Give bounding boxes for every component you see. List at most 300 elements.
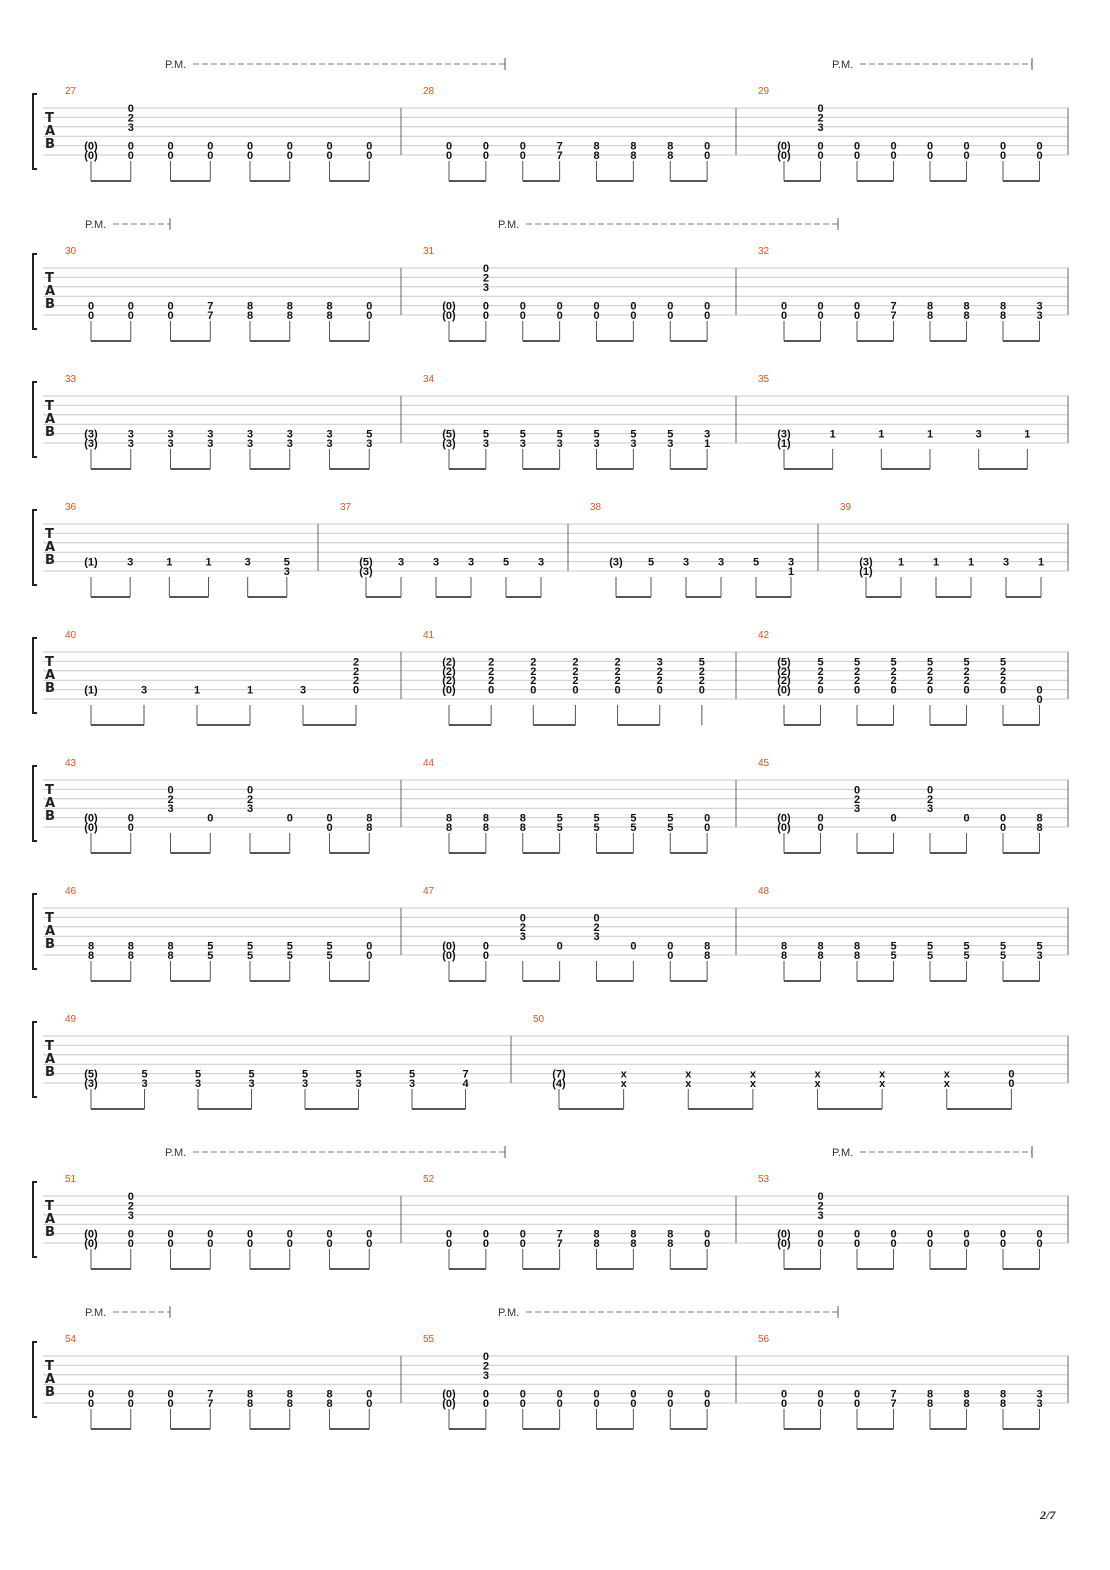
fret-number: 7 [890,1388,897,1401]
fret-number: 0 [127,310,134,322]
fret-number: 0 [366,140,373,153]
fret-number: 0 [556,310,563,322]
fret-number: 2 [656,675,663,688]
fret-number: 3 [248,1078,255,1090]
fret-number: (3) [359,566,373,578]
fret-number: 5 [999,950,1007,962]
system-bracket [33,1022,37,1097]
fret-number: 3 [519,438,526,450]
fret-number: 0 [530,684,537,697]
fret-number: 3 [326,428,333,441]
fret-number: 0 [926,1228,934,1241]
fret-number: 0 [704,822,711,834]
fret-number: 3 [656,656,663,669]
fret-number: 3 [682,556,690,569]
fret-number: 0 [482,950,489,962]
fret-number: 7 [207,1398,214,1410]
fret-number: 8 [630,1238,637,1250]
fret-number: 0 [704,150,711,162]
fret-number: (0) [442,1398,456,1410]
fret-number: x [685,1078,692,1090]
fret-number: 0 [482,1238,489,1250]
fret-number: 8 [326,1388,333,1401]
fret-number: 5 [667,812,674,825]
fret-number: 0 [780,1398,788,1410]
fret-number: 0 [1036,1238,1043,1250]
measure-number: 28 [423,86,435,97]
fret-number: 5 [556,812,563,825]
fret-number: 5 [286,940,293,953]
fret-number: 8 [593,140,600,153]
fret-number: 8 [704,950,711,962]
fret-number: 8 [519,822,526,834]
fret-number: 5 [326,940,333,953]
fret-number: 0 [999,812,1007,825]
fret-number: 2 [999,675,1007,688]
fret-number: 8 [630,1228,637,1241]
fret-number: 2 [963,665,970,678]
fret-number: 0 [999,822,1007,834]
fret-number: 8 [667,1228,674,1241]
fret-number: 8 [926,1388,934,1401]
fret-number: 0 [366,300,373,313]
fret-number: 0 [593,1398,600,1410]
fret-number: 0 [890,1238,897,1250]
fret-number: 8 [593,1228,600,1241]
fret-number: 2 [519,921,526,934]
fret-number: 0 [630,940,637,953]
fret-number: 0 [1008,1068,1015,1081]
page-number: 2/7 [1040,1508,1056,1522]
fret-number: 8 [366,812,373,825]
fret-number: 0 [630,310,637,322]
fret-number: 0 [853,784,861,797]
fret-number: 8 [326,300,333,313]
fret-number: 8 [999,300,1007,313]
fret-number: 5 [301,1068,309,1081]
fret-number: 5 [366,428,373,441]
system-bracket [33,382,37,457]
fret-number: 0 [167,1228,174,1241]
fret-number: (0) [84,150,98,162]
fret-number: 0 [445,1228,453,1241]
measure-number: 56 [758,1334,770,1345]
measure-number: 40 [65,630,77,641]
fret-number: 0 [926,684,934,697]
fret-number: 2 [817,112,824,125]
fret-number: 0 [963,1228,970,1241]
fret-number: 0 [127,140,134,153]
fret-number: 2 [572,665,579,678]
fret-number: 5 [667,822,674,834]
fret-number: 3 [127,438,134,450]
fret-number: 0 [87,1398,95,1410]
measure-number: 50 [533,1014,545,1025]
fret-number: 7 [890,300,897,313]
fret-number: 5 [667,428,674,441]
fret-number: 2 [352,656,360,669]
fret-number: 8 [853,950,861,962]
fret-number: 0 [127,812,134,825]
measure-number: 38 [590,502,602,513]
fret-number: 0 [704,1388,711,1401]
fret-number: 0 [482,940,489,953]
fret-number: 3 [207,438,214,450]
measure-number: 52 [423,1174,435,1185]
fret-number: (0) [84,1238,98,1250]
fret-number: 0 [963,684,970,697]
fret-number: 5 [194,1068,202,1081]
fret-number: 0 [482,310,489,322]
fret-number: 5 [890,656,897,669]
measure-number: 54 [65,1334,77,1345]
fret-number: 5 [890,940,897,953]
fret-number: 5 [890,950,897,962]
fret-number: (4) [552,1078,566,1090]
fret-number: 5 [817,656,824,669]
measure-number: 42 [758,630,770,641]
fret-number: 2 [999,665,1007,678]
fret-number: 0 [366,310,373,322]
fret-number: x [685,1068,692,1081]
fret-number: 3 [141,1078,148,1090]
measure-number: 31 [423,246,435,257]
fret-number: 0 [167,150,174,162]
fret-number: 8 [593,1238,600,1250]
fret-number: (2) [777,675,791,688]
fret-number: 2 [817,1200,824,1213]
fret-number: 0 [246,140,254,153]
fret-number: 3 [167,438,174,450]
fret-number: (0) [777,150,791,162]
fret-number: 0 [519,300,526,313]
fret-number: 0 [963,150,970,162]
measure-number: 30 [65,246,77,257]
fret-number: 0 [780,300,788,313]
fret-number: 2 [853,665,861,678]
fret-number: 0 [207,812,214,825]
fret-number: 3 [301,1078,309,1090]
system-bracket [33,1342,37,1417]
measure-number: 35 [758,374,770,385]
fret-number: 0 [614,684,621,697]
tab-clef-letter: T [45,527,54,542]
fret-number: (5) [359,556,373,569]
fret-number: 0 [167,784,174,797]
fret-number: 0 [999,150,1007,162]
fret-number: 1 [897,556,905,569]
fret-number: 5 [630,428,637,441]
fret-number: 3 [556,438,563,450]
fret-number: 0 [817,1238,824,1250]
fret-number: (3) [84,1078,98,1090]
fret-number: 2 [482,1360,489,1373]
fret-number: 2 [614,665,621,678]
fret-number: 0 [556,1388,563,1401]
fret-number: 7 [207,300,214,313]
fret-number: 1 [932,556,940,569]
fret-number: 0 [519,140,526,153]
fret-number: (5) [777,656,791,669]
fret-number: 3 [482,281,489,294]
fret-number: 7 [890,1398,897,1410]
fret-number: 0 [704,1238,711,1250]
fret-number: 2 [127,1200,134,1213]
fret-number: 5 [593,812,600,825]
fret-number: 8 [127,940,134,953]
fret-number: 0 [482,1388,489,1401]
fret-number: 5 [963,950,970,962]
fret-number: 8 [366,822,373,834]
fret-number: 8 [630,140,637,153]
measure-number: 47 [423,886,435,897]
fret-number: 0 [519,150,526,162]
fret-number: 2 [853,675,861,688]
fret-number: 8 [667,140,674,153]
fret-number: 8 [167,940,174,953]
fret-number: 5 [999,940,1007,953]
fret-number: 0 [445,140,453,153]
fret-number: 3 [355,1078,362,1090]
fret-number: 0 [482,1351,489,1363]
fret-number: x [879,1078,886,1090]
fret-number: 2 [127,112,134,125]
fret-number: 3 [926,803,934,816]
fret-number: 0 [246,150,254,162]
fret-number: 0 [926,784,934,797]
fret-number: 0 [656,684,663,697]
fret-number: 0 [326,140,333,153]
fret-number: 8 [963,1398,970,1410]
fret-number: (0) [84,140,98,153]
fret-number: 8 [326,310,333,322]
tab-clef-letter: B [45,681,55,696]
fret-number: 3 [717,556,725,569]
tab-clef-letter: B [45,297,55,312]
fret-number: 8 [593,150,600,162]
fret-number: 0 [853,140,861,153]
fret-number: 2 [246,793,254,806]
fret-number: 0 [593,912,600,925]
fret-number: 0 [890,684,897,697]
fret-number: (7) [552,1068,566,1081]
fret-number: x [749,1078,756,1090]
fret-number: 3 [1036,950,1043,962]
fret-number: 3 [207,428,214,441]
fret-number: 3 [326,438,333,450]
fret-number: 3 [817,1209,824,1222]
tab-clef-letter: T [45,1039,54,1054]
fret-number: 2 [698,665,705,678]
measure-number: 41 [423,630,435,641]
fret-number: 8 [999,310,1007,322]
fret-number: (0) [442,950,456,962]
palm-mute-label: P.M. [498,1307,520,1319]
fret-number: 0 [286,140,293,153]
fret-number: 8 [246,310,254,322]
fret-number: 3 [246,438,254,450]
fret-number: 3 [286,428,293,441]
fret-number: 3 [975,428,982,441]
fret-number: 5 [752,556,760,569]
fret-number: 2 [817,675,824,688]
tab-clef-letter: A [45,796,56,811]
fret-number: 0 [817,103,824,115]
fret-number: 1 [829,428,836,441]
fret-number: 3 [1002,556,1010,569]
fret-number: 0 [286,150,293,162]
fret-number: 0 [890,812,897,825]
measure-number: 39 [840,502,852,513]
fret-number: 7 [207,310,214,322]
fret-number: 0 [1036,1228,1043,1241]
fret-number: 0 [963,1238,970,1250]
fret-number: 0 [207,1228,214,1241]
fret-number: 8 [780,950,788,962]
fret-number: 3 [787,556,795,569]
fret-number: 0 [817,140,824,153]
fret-number: 0 [519,912,526,925]
fret-number: 0 [817,1398,824,1410]
fret-number: 0 [207,140,214,153]
fret-number: 0 [704,1398,711,1410]
fret-number: x [879,1068,886,1081]
fret-number: 0 [127,1228,134,1241]
fret-number: (0) [442,684,456,697]
fret-number: 0 [519,1238,526,1250]
fret-number: 5 [355,1068,362,1081]
fret-number: (0) [84,822,98,834]
fret-number: 8 [127,950,134,962]
fret-number: 3 [817,121,824,134]
fret-number: 2 [488,656,495,669]
measure-number: 46 [65,886,77,897]
fret-number: 2 [530,656,537,669]
fret-number: 0 [326,822,333,834]
fret-number: 0 [1036,684,1043,697]
fret-number: x [749,1068,756,1081]
fret-number: 0 [366,1398,373,1410]
tab-clef-letter: A [45,1372,56,1387]
fret-number: 3 [1036,300,1043,313]
fret-number: 0 [630,1398,637,1410]
fret-number: 8 [87,950,95,962]
fret-number: 5 [963,656,970,669]
fret-number: 8 [817,950,824,962]
fret-number: 0 [1036,150,1043,162]
fret-number: 3 [366,438,373,450]
fret-number: 8 [286,310,293,322]
system-bracket [33,254,37,329]
fret-number: (0) [777,1238,791,1250]
fret-number: (2) [442,665,456,678]
fret-number: 0 [817,1228,824,1241]
fret-number: 0 [207,1238,214,1250]
fret-number: 2 [167,793,174,806]
tab-clef-letter: T [45,1359,54,1374]
fret-number: 5 [408,1068,416,1081]
palm-mute-label: P.M. [832,59,854,71]
fret-number: 0 [853,1238,861,1250]
fret-number: 5 [519,428,526,441]
fret-number: 3 [482,438,489,450]
measure-number: 27 [65,86,77,97]
fret-number: 0 [127,150,134,162]
fret-number: 0 [87,1388,95,1401]
fret-number: 0 [853,1388,861,1401]
fret-number: 2 [352,675,360,688]
fret-number: 0 [963,812,970,825]
fret-number: 0 [482,300,489,313]
fret-number: (0) [442,310,456,322]
fret-number: 2 [890,675,897,688]
fret-number: (3) [84,428,98,441]
measure-number: 45 [758,758,770,769]
fret-number: 5 [698,656,705,669]
fret-number: 3 [246,803,254,816]
fret-number: (1) [859,566,873,578]
fret-number: (3) [442,438,456,450]
fret-number: 0 [488,684,495,697]
fret-number: 0 [593,310,600,322]
fret-number: 0 [817,1191,824,1203]
fret-number: (0) [777,822,791,834]
fret-number: 2 [963,675,970,688]
fret-number: 0 [352,684,360,697]
fret-number: 0 [366,940,373,953]
fret-number: 8 [667,1238,674,1250]
fret-number: 0 [482,1398,489,1410]
fret-number: 3 [704,428,711,441]
fret-number: 5 [926,940,934,953]
fret-number: (3) [777,428,791,441]
fret-number: 0 [817,684,824,697]
fret-number: 0 [853,300,861,313]
fret-number: 5 [502,556,510,569]
fret-number: 0 [366,950,373,962]
fret-number: 2 [488,675,495,688]
fret-number: 3 [1036,310,1043,322]
tab-clef-letter: B [45,553,55,568]
fret-number: 0 [246,1238,254,1250]
fret-number: (0) [442,1388,456,1401]
fret-number: 3 [519,931,526,944]
fret-number: 2 [488,665,495,678]
tab-clef-letter: A [45,124,56,139]
fret-number: 0 [167,1398,174,1410]
fret-number: 8 [1036,822,1043,834]
fret-number: 0 [704,1228,711,1241]
system-bracket [33,510,37,585]
fret-number: 5 [141,1068,148,1081]
fret-number: 0 [326,1238,333,1250]
tab-clef-letter: T [45,783,54,798]
fret-number: 0 [572,684,579,697]
tab-clef-letter: A [45,540,56,555]
fret-number: 0 [87,300,95,313]
palm-mute-label: P.M. [832,1147,854,1159]
palm-mute-label: P.M. [165,1147,187,1159]
measure-number: 37 [340,502,352,513]
fret-number: 0 [704,140,711,153]
fret-number: 0 [999,684,1007,697]
fret-number: 8 [286,300,293,313]
fret-number: 3 [667,438,674,450]
fret-number: 3 [127,428,134,441]
fret-number: 0 [593,300,600,313]
fret-number: 3 [127,1209,134,1222]
fret-number: 0 [630,1388,637,1401]
